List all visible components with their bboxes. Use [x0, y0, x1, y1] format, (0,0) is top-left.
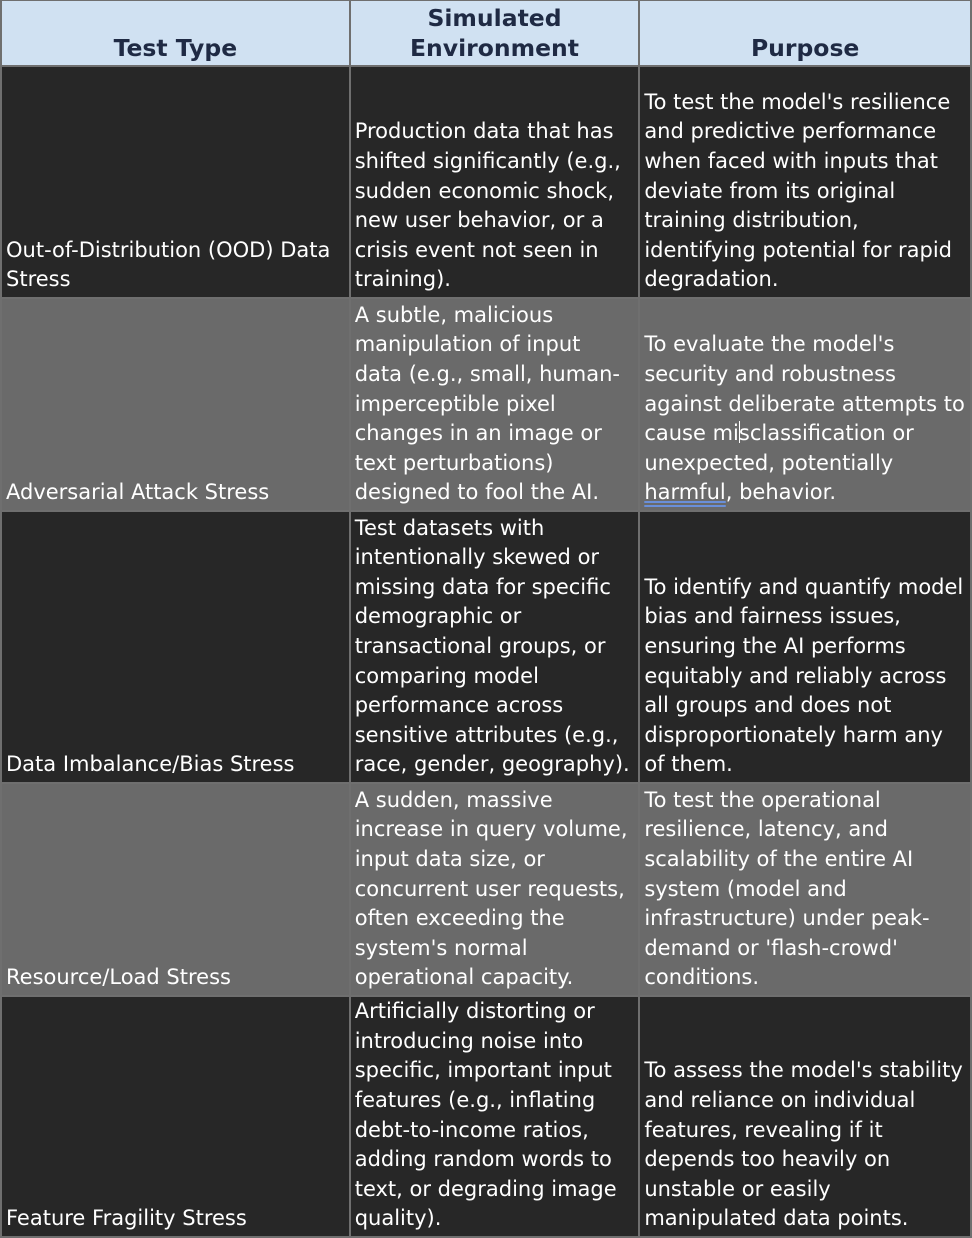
header-test-type: Test Type — [2, 1, 349, 65]
spelling-flag-word[interactable]: harmful — [644, 480, 726, 505]
header-row — [2, 1, 970, 65]
test-type-cell: Data Imbalance/Bias Stress — [2, 512, 349, 782]
environment-cell: Test datasets with intentionally skewed or missing data for specific demographic or transactional groups, or comparing model performance across sensitive attributes (e.g., race, gender, geography). — [351, 512, 639, 782]
purpose-text-after-cursor: sclassification or unexpected, potentially — [644, 421, 914, 475]
table-row — [2, 512, 970, 782]
environment-cell: A sudden, massive increase in query volume, input data size, or concurrent user requests, often exceeding the system's normal operational capacity. — [351, 784, 639, 995]
header-purpose: Purpose — [640, 1, 970, 65]
purpose-text-tail: , behavior. — [725, 480, 837, 505]
environment-cell: Artificially distorting or introducing noise into specific, important input features (e.g., inflating debt-to-income ratios, adding random words to text, or degrading image quality). — [351, 997, 639, 1236]
purpose-text-before-cursor: To evaluate the model's security and robustness against deliberate attempts to cause mi — [644, 332, 965, 446]
purpose-cell: To test the operational resilience, latency, and scalability of the entire AI system (model and infrastructure) under peak-demand or 'flash-crowd' conditions. — [640, 784, 970, 995]
environment-cell: Production data that has shifted significantly (e.g., sudden economic shock, new user behavior, or a crisis event not seen in training). — [351, 67, 639, 297]
table-row — [2, 784, 970, 995]
test-type-cell: Adversarial Attack Stress — [2, 299, 349, 510]
table-row — [2, 299, 970, 510]
test-type-cell: Feature Fragility Stress — [2, 997, 349, 1236]
purpose-cell: To identify and quantify model bias and fairness issues, ensuring the AI performs equitably and reliably across all groups and does not disproportionately harm any of them. — [640, 512, 970, 782]
test-type-cell: Resource/Load Stress — [2, 784, 349, 995]
purpose-cell[interactable] — [640, 299, 970, 510]
purpose-cell: To assess the model's stability and reliance on individual features, revealing if it depends too heavily on unstable or easily manipulated data points. — [640, 997, 970, 1236]
table-row — [2, 67, 970, 297]
table-row — [2, 997, 970, 1236]
header-simulated-environment: Simulated Environment — [351, 1, 639, 65]
purpose-cell: To test the model's resilience and predictive performance when faced with inputs that deviate from its original training distribution, identifying potential for rapid degradation. — [640, 67, 970, 297]
test-type-cell: Out-of-Distribution (OOD) Data Stress — [2, 67, 349, 297]
environment-cell: A subtle, malicious manipulation of input data (e.g., small, human-imperceptible pixel changes in an image or text perturbations) designed to fool the AI. — [351, 299, 639, 510]
